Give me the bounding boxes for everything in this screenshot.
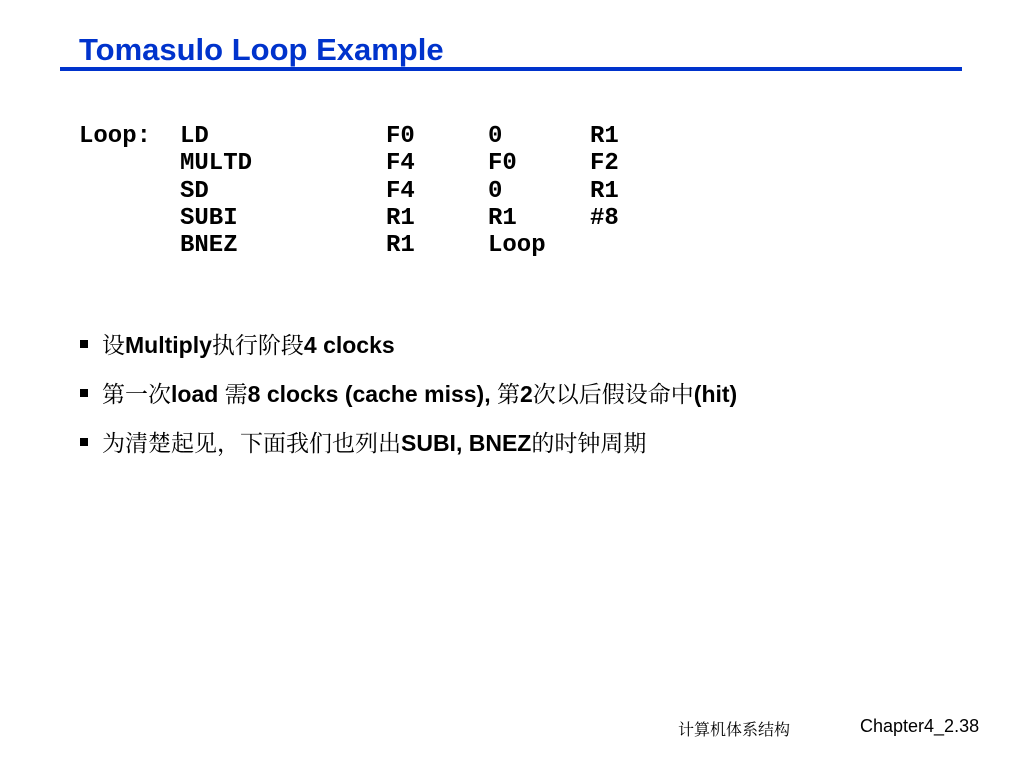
code-operand-1: F4 [386, 177, 415, 205]
footer-page-number: Chapter4_2.38 [860, 716, 980, 736]
code-opcode: SUBI [180, 204, 238, 232]
code-operand-2: R1 [488, 204, 517, 232]
footer-course-name: 计算机体系结构 [678, 720, 791, 739]
bullet-text: Multiply [125, 332, 212, 358]
code-label: Loop: [79, 123, 152, 150]
code-opcode: MULTD [180, 150, 253, 178]
bullet-item [80, 427, 980, 476]
bullet-text: 次以后假设命中 [532, 382, 694, 408]
square-bullet-icon [80, 340, 88, 348]
title-underline [60, 67, 962, 71]
code-operand-1: F4 [386, 150, 415, 178]
bullet-text: 2 [519, 381, 533, 407]
code-operand-3: #8 [590, 204, 619, 232]
code-operand-1: R1 [386, 232, 415, 260]
code-operand-2: 0 [488, 123, 503, 150]
code-opcode: LD [180, 123, 209, 150]
bullet-text: 第一次 [102, 382, 171, 408]
code-operand-3: R1 [590, 123, 619, 150]
code-operand-2: F0 [488, 150, 517, 178]
bullet-text: 执行阶段 [211, 333, 304, 359]
square-bullet-icon [80, 438, 88, 446]
bullet-item [80, 378, 980, 427]
code-operand-2: 0 [488, 177, 503, 205]
bullet-text: 第 [496, 382, 520, 408]
bullet-text: 需 [224, 382, 248, 408]
bullet-text: 为清楚起见，下面我们也列出 [102, 431, 401, 457]
bullet-text: 4 clocks [303, 332, 395, 358]
code-operand-1: F0 [386, 123, 415, 150]
bullet-text: (hit) [693, 381, 738, 407]
code-operand-2: Loop [488, 232, 546, 260]
bullet-item [80, 329, 980, 378]
code-opcode: SD [180, 177, 209, 205]
square-bullet-icon [80, 389, 88, 397]
code-operand-3: F2 [590, 150, 619, 178]
bullet-text: load [171, 381, 225, 407]
bullet-text: 8 clocks (cache miss), [247, 381, 497, 407]
bullet-text: SUBI, BNEZ [401, 430, 532, 456]
bullet-text: 的时钟周期 [531, 431, 647, 457]
bullet-text: 设 [102, 333, 125, 359]
bullet-list [80, 329, 980, 476]
code-operand-3: R1 [590, 177, 619, 205]
slide-title: Tomasulo Loop Example [79, 32, 444, 67]
code-operand-1: R1 [386, 204, 415, 232]
code-opcode: BNEZ [180, 232, 238, 260]
